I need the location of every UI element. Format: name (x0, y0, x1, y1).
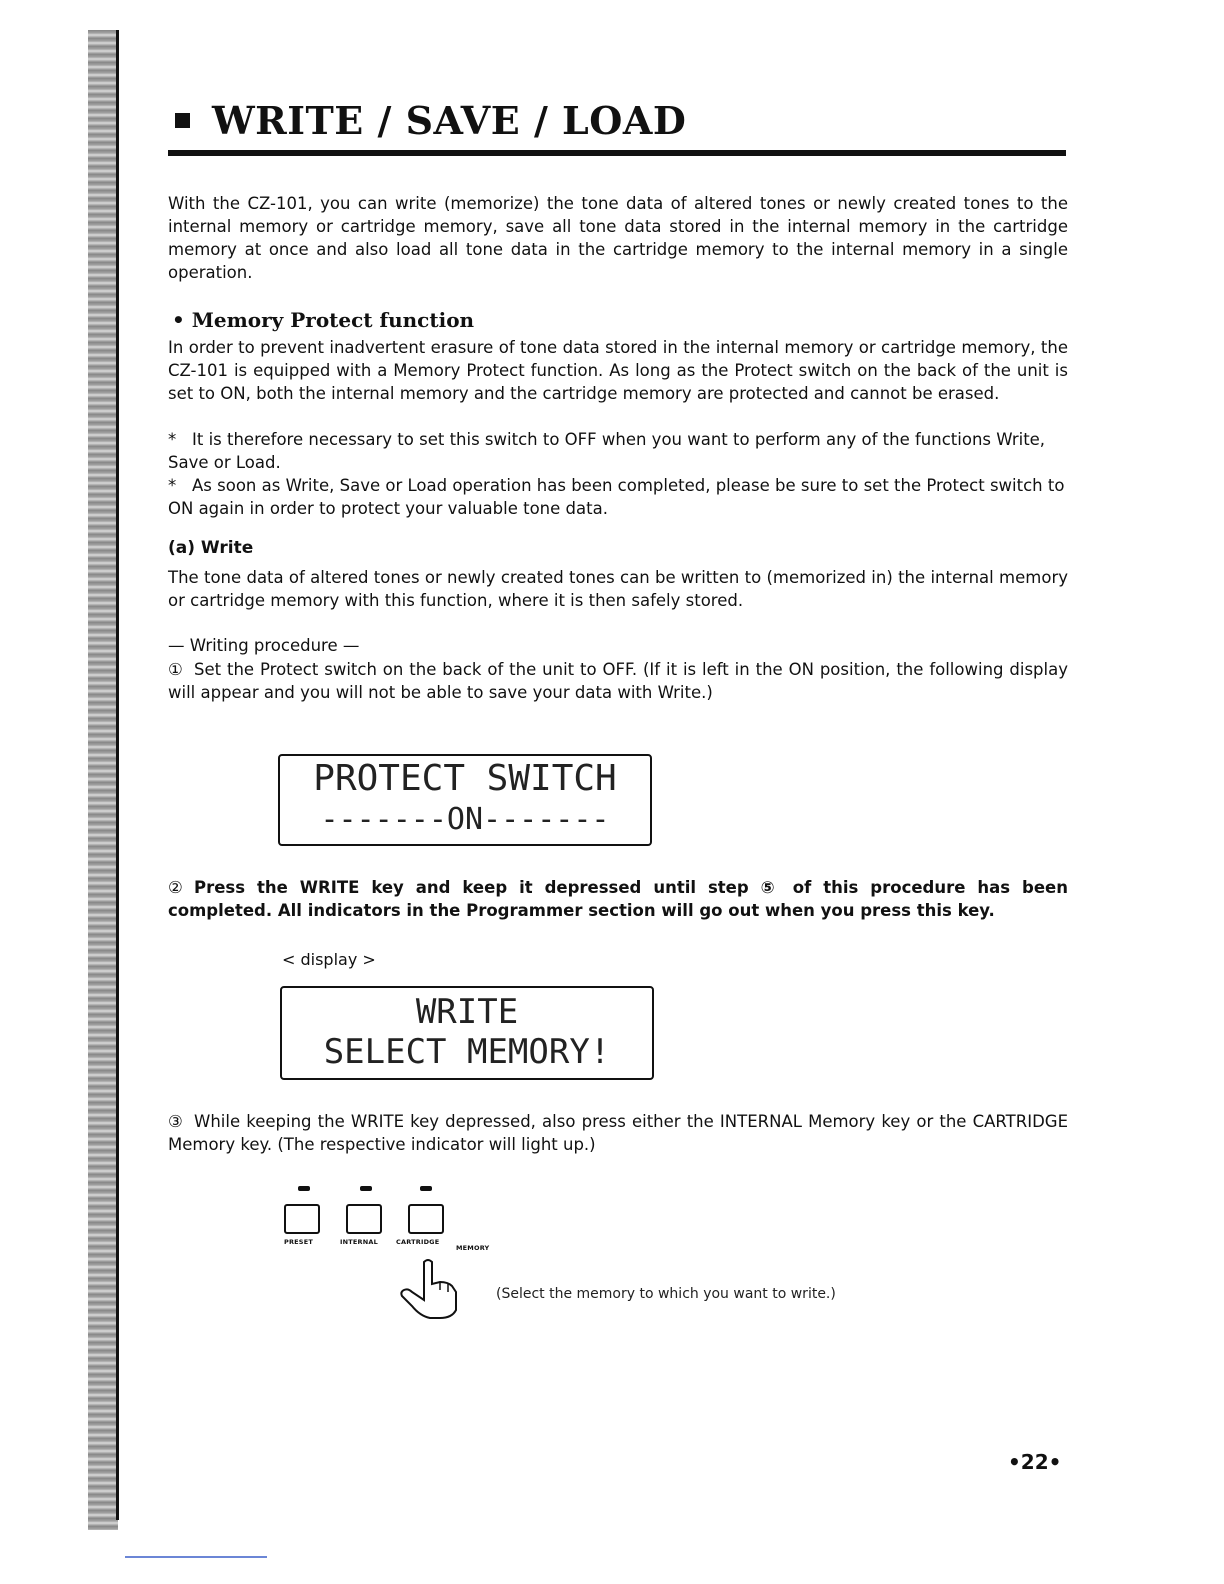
lcd-write-select (280, 986, 654, 1080)
lcd-protect-switch (278, 754, 652, 846)
memory-protect-heading: • Memory Protect function (172, 308, 475, 332)
page-title (175, 98, 686, 143)
cartridge-indicator (420, 1186, 432, 1191)
intro-paragraph: With the CZ-101, you can write (memorize) the tone data of altered tones or newly created tones to the internal memory or cartridge memory, save all tone data stored in the internal memory in the cartridge memory at once and also load all tone data in the cartridge memory to the internal memory in a single operation. (168, 194, 1068, 282)
step-2-number: ② (168, 878, 183, 897)
memory-protect-paragraph: In order to prevent inadvertent erasure of tone data stored in the internal memory or cartridge memory, the CZ-101 is equipped with a Memory Protect function. As long as the Protect switch on the back of the unit is set to ON, both the internal memory and the cartridge memory are protected and cannot be erased. (168, 338, 1068, 403)
title-rule (168, 150, 1066, 156)
protect-bullet-1: * It is therefore necessary to set this switch to OFF when you want to perform any of the functions Write, Save or Load. (168, 430, 1046, 472)
step-3-number: ③ (168, 1112, 183, 1131)
lcd-write-line-2: SELECT MEMORY! (323, 1032, 611, 1072)
step-2-text: Press the WRITE key and keep it depressed until step ⑤ of this procedure has been completed. All indicators in the Programmer section will go out when you press this key. (168, 878, 1068, 920)
step-2 (168, 876, 1068, 922)
step-1 (168, 658, 1068, 704)
write-heading: (a) Write (168, 538, 254, 558)
display-caption: < display > (282, 950, 376, 969)
protect-bullet-2: * As soon as Write, Save or Load operation has been completed, please be sure to set the Protect switch to ON again in order to protect your valuable tone data. (168, 476, 1065, 518)
pointing-hand-icon (396, 1256, 466, 1320)
step-3-text: While keeping the WRITE key depressed, also press either the INTERNAL Memory key or the CARTRIDGE Memory key. (The respective indicator will light up.) (168, 1112, 1068, 1154)
lcd-write-line-1: WRITE (415, 992, 519, 1032)
key-label-memory: MEMORY (456, 1244, 490, 1252)
step-1-text: Set the Protect switch on the back of the unit to OFF. (If it is left in the ON position, the following display will appear and you will not be able to save your data with Write.) (168, 660, 1068, 702)
memory-protect-heading-text: Memory Protect function (191, 308, 475, 332)
hand-caption: (Select the memory to which you want to write.) (496, 1286, 836, 1302)
protect-bullet-2-text: As soon as Write, Save or Load operation has been completed, please be sure to set the Protect switch to ON again in order to protect your valuable tone data. (168, 476, 1065, 518)
bottom-link-line (125, 1556, 267, 1558)
internal-memory-key[interactable] (346, 1204, 382, 1234)
lcd-protect-line-2: -------ON------- (320, 802, 610, 837)
internal-indicator (360, 1186, 372, 1191)
cartridge-memory-key[interactable] (408, 1204, 444, 1234)
step-1-number: ① (168, 660, 183, 679)
lcd-protect-line-1: PROTECT SWITCH (313, 758, 617, 799)
title-square-bullet (175, 113, 190, 128)
binding-line (116, 30, 119, 1520)
page-title-text: WRITE / SAVE / LOAD (212, 98, 687, 143)
page-binding-edge (88, 30, 118, 1530)
key-label-internal: INTERNAL (340, 1238, 378, 1246)
step-3 (168, 1110, 1068, 1156)
preset-key[interactable] (284, 1204, 320, 1234)
protect-bullet-1-text: It is therefore necessary to set this switch to OFF when you want to perform any of the functions Write, Save or Load. (168, 430, 1046, 472)
key-label-preset: PRESET (284, 1238, 313, 1246)
key-label-cartridge: CARTRIDGE (396, 1238, 440, 1246)
preset-indicator (298, 1186, 310, 1191)
page-number: •22• (1008, 1450, 1062, 1474)
write-paragraph: The tone data of altered tones or newly created tones can be written to (memorized in) the internal memory or cartridge memory with this function, where it is then safely stored. (168, 568, 1068, 610)
procedure-title: — Writing procedure — (168, 636, 360, 655)
